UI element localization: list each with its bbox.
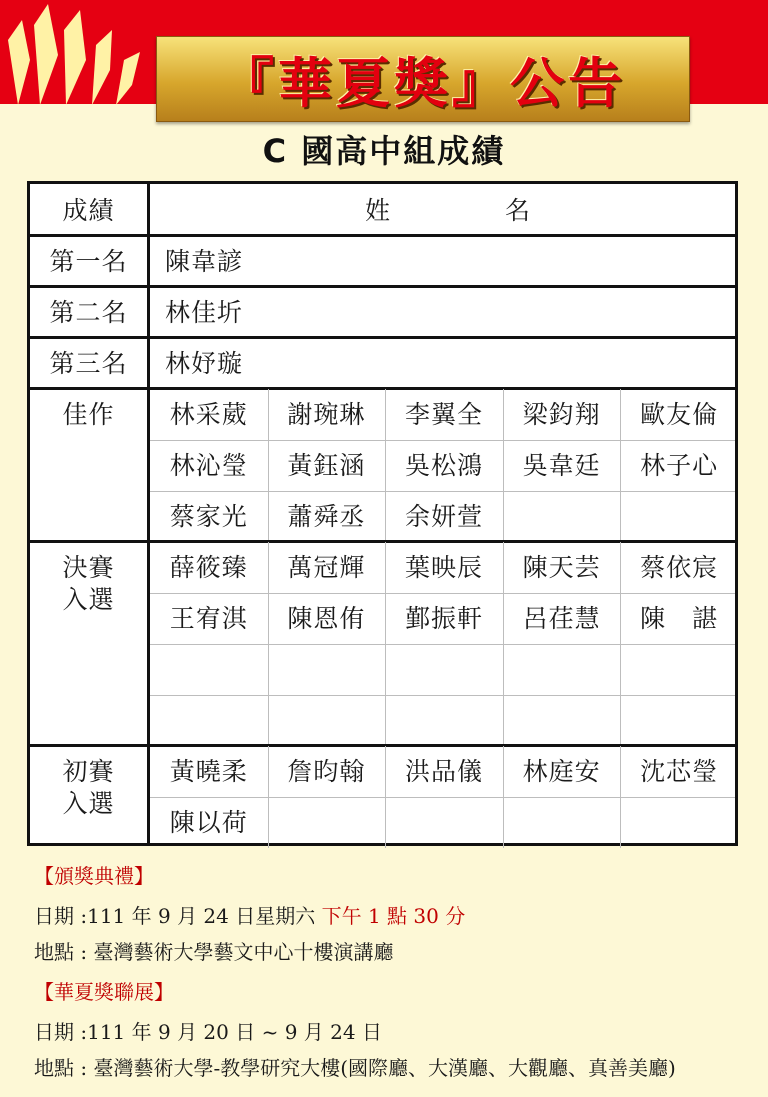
- honorable-name: 蕭舜丞: [287, 502, 366, 531]
- cell-border: [150, 644, 735, 645]
- cell-border: [150, 695, 735, 696]
- finals-name: 葉映辰: [404, 553, 483, 582]
- ceremony-date-prefix: 日期 :111 年 9 月 24 日星期六: [34, 904, 322, 928]
- preliminary-name: 詹昀翰: [287, 757, 366, 786]
- exhibition-date: 日期 :111 年 9 月 20 日 ~ 9 月 24 日: [34, 1020, 382, 1044]
- finals-name: 王宥淇: [169, 604, 248, 633]
- cell-border: [385, 746, 386, 848]
- rank-label: 第二名: [49, 298, 128, 327]
- preliminary-name: 黃曉柔: [169, 757, 248, 786]
- cell-border: [503, 746, 504, 848]
- preliminary-name: 沈芯瑩: [640, 757, 719, 786]
- results-table: [27, 181, 738, 846]
- cell-border: [385, 389, 386, 542]
- decorative-leaves-graphic: [0, 0, 150, 110]
- cell-border: [503, 542, 504, 746]
- table-divider: [30, 387, 735, 390]
- exhibition-place: 地點 : 臺灣藝術大學-教學研究大樓(國際廳、大漢廳、大觀廳、真善美廳): [34, 1056, 676, 1080]
- preliminary-label-line1: 初賽: [62, 757, 115, 786]
- cell-border: [385, 542, 386, 746]
- header-given-name: 名: [505, 196, 532, 225]
- ceremony-date: [34, 900, 465, 929]
- rank-label: 第一名: [49, 247, 128, 276]
- table-divider: [30, 285, 735, 288]
- honorable-label: 佳作: [62, 400, 115, 429]
- finals-name: 鄞振軒: [404, 604, 483, 633]
- finals-name: 萬冠輝: [287, 553, 366, 582]
- cell-border: [268, 746, 269, 848]
- honorable-name: 林采葳: [169, 400, 248, 429]
- table-divider: [30, 744, 735, 747]
- finals-name: 呂荏慧: [522, 604, 601, 633]
- finals-name: 陳 諶: [640, 604, 719, 633]
- cell-border: [268, 389, 269, 542]
- cell-border: [150, 491, 735, 492]
- rank-name: 陳韋諺: [165, 247, 244, 276]
- ceremony-heading: 【頒獎典禮】: [34, 864, 154, 888]
- table-divider: [30, 540, 735, 543]
- finals-label-line1: 決賽: [62, 553, 115, 582]
- table-divider: [30, 234, 735, 237]
- cell-border: [503, 389, 504, 542]
- cell-border: [150, 593, 735, 594]
- finals-name: 薛筱臻: [169, 553, 248, 582]
- preliminary-name: 陳以荷: [169, 808, 248, 837]
- honorable-name: 余妍萱: [404, 502, 483, 531]
- cell-border: [620, 542, 621, 746]
- honorable-name: 吳韋廷: [522, 451, 601, 480]
- preliminary-label-line2: 入選: [62, 789, 115, 818]
- cell-border: [620, 746, 621, 848]
- cell-border: [268, 542, 269, 746]
- preliminary-name: 林庭安: [522, 757, 601, 786]
- honorable-name: 李翼全: [404, 400, 483, 429]
- finals-name: 陳天芸: [522, 553, 601, 582]
- exhibition-heading: 【華夏獎聯展】: [34, 980, 174, 1004]
- cell-border: [620, 389, 621, 542]
- honorable-name: 梁鈞翔: [522, 400, 601, 429]
- finals-name: 陳恩侑: [287, 604, 366, 633]
- preliminary-name: 洪品儀: [404, 757, 483, 786]
- ceremony-time: 下午 1 點 30 分: [321, 904, 466, 928]
- header-score: 成績: [62, 196, 115, 225]
- title-banner: [156, 36, 690, 122]
- cell-border: [150, 440, 735, 441]
- honorable-name: 謝琬琳: [287, 400, 366, 429]
- honorable-name: 林沁瑩: [169, 451, 248, 480]
- honorable-name: 歐友倫: [640, 400, 719, 429]
- page-subtitle: C 國高中組成績: [262, 132, 506, 170]
- finals-label-line2: 入選: [62, 585, 115, 614]
- finals-name: 蔡依宸: [640, 553, 719, 582]
- table-divider: [30, 336, 735, 339]
- honorable-name: 林子心: [640, 451, 719, 480]
- honorable-name: 蔡家光: [169, 502, 248, 531]
- header-surname: 姓: [365, 196, 392, 225]
- honorable-name: 黃鈺涵: [287, 451, 366, 480]
- rank-label: 第三名: [49, 349, 128, 378]
- rank-name: 林妤璇: [165, 349, 244, 378]
- cell-border: [150, 797, 735, 798]
- honorable-name: 吳松鴻: [404, 451, 483, 480]
- page-title: 『華夏獎』公告: [220, 51, 626, 115]
- rank-name: 林佳圻: [165, 298, 244, 327]
- ceremony-place: 地點 : 臺灣藝術大學藝文中心十樓演講廳: [34, 940, 394, 964]
